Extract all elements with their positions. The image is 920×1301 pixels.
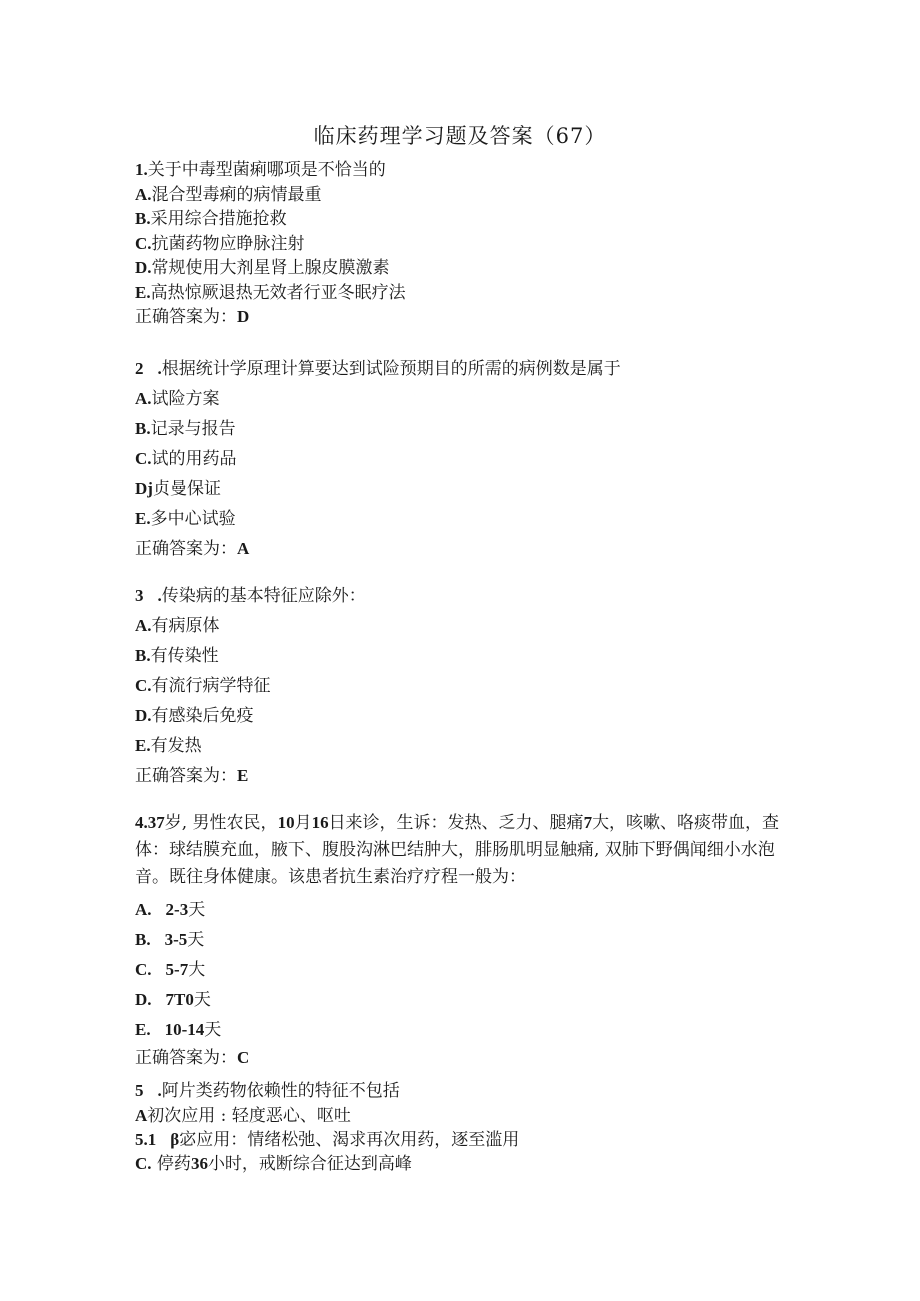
question-stem: 3 .传染病的基本特征应除外： — [135, 586, 366, 606]
page-title: 临床药理学习题及答案（67） — [313, 124, 607, 148]
option-d: D. 7T0天 — [135, 990, 211, 1010]
question-1 — [135, 158, 785, 330]
question-text: 阿片类药物依赖性的特征不包括 — [161, 1081, 400, 1101]
question-2 — [135, 354, 785, 564]
option-a: A初次应用 : 轻度恶心、呕吐 — [135, 1106, 351, 1126]
answer-value: C — [237, 1048, 250, 1067]
question-number: 5 — [135, 1081, 144, 1100]
question-5 — [135, 1078, 785, 1176]
option-b: B.有传染性 — [135, 646, 219, 666]
option-a: A.试险方案 — [135, 389, 220, 409]
question-stem: 4.37岁, 男性农民，10月16日来诊，生诉：发热、乏力、腿痛7大，咳嗽、咯痰带血，查体：球结膜充血，腋下、腹股沟淋巴结肿大，腓肠肌明显触痛, 双肺下野偶闻细小水泡音。既往身体健康。该患者抗生素治疗疗程一般为： — [135, 813, 780, 887]
option-c: C. 停药36小时，戒断综合征达到高峰 — [135, 1154, 412, 1174]
option-a: A.有病原体 — [135, 616, 220, 636]
option-list — [135, 895, 785, 1045]
option-e: E. 10-14天 — [135, 1020, 222, 1040]
answer-value: D — [237, 307, 250, 326]
option-b: B.采用综合措施抢救 — [135, 209, 287, 229]
option-d: Dj贞曼保证 — [135, 479, 221, 499]
answer-line — [135, 305, 785, 330]
question-number: 4. — [135, 813, 148, 832]
answer-value: E — [237, 766, 249, 785]
option-a: A.混合型毒痢的病情最重 — [135, 184, 322, 205]
question-number: 1. — [135, 160, 148, 179]
answer-label: 正确答案为： — [135, 539, 237, 559]
answer-line — [135, 1045, 785, 1071]
option-d: D.常规使用大剂星肾上腺皮膜激素 — [135, 258, 390, 278]
answer-line — [135, 761, 785, 791]
option-e: E.高热惊厥退热无效者行亚冬眠疗法 — [135, 282, 406, 303]
option-c: C.有流行病学特征 — [135, 676, 271, 696]
option-c: C. 5-7大 — [135, 960, 206, 980]
question-4 — [135, 809, 785, 1071]
option-b: B. 3-5天 — [135, 930, 205, 950]
question-stem: 5 .阿片类药物依赖性的特征不包括 — [135, 1081, 400, 1101]
option-d: D.有感染后免疫 — [135, 706, 254, 726]
question-text: 关于中毒型菌痢哪项是不恰当的 — [147, 160, 386, 180]
question-3 — [135, 581, 785, 791]
question-number: 3 — [135, 586, 144, 605]
answer-label: 正确答案为： — [135, 766, 237, 786]
answer-label: 正确答案为： — [135, 1048, 237, 1068]
answer-value: A — [237, 539, 250, 558]
question-stem: 2 .根据统计学原理计算要达到试险预期目的所需的病例数是属于 — [135, 359, 621, 379]
option-e: E.有发热 — [135, 736, 202, 756]
question-number: 2 — [135, 359, 144, 378]
option-b: B.记录与报告 — [135, 419, 236, 439]
option-e: E.多中心试验 — [135, 509, 236, 529]
option-c: C.试的用药品 — [135, 449, 237, 469]
option-a: A. 2-3天 — [135, 900, 206, 920]
option-c: C.抗菌药物应睁脉注射 — [135, 233, 305, 254]
answer-line — [135, 534, 785, 564]
answer-label: 正确答案为： — [135, 307, 237, 327]
question-text: 根据统计学原理计算要达到试险预期目的所需的病例数是属于 — [161, 359, 621, 379]
question-stem — [135, 158, 785, 183]
question-text: 传染病的基本特征应除外： — [161, 586, 366, 606]
option-b: 5.1 β宓应用：情绪松弛、渴求再次用药，逐至滥用 — [135, 1130, 520, 1150]
